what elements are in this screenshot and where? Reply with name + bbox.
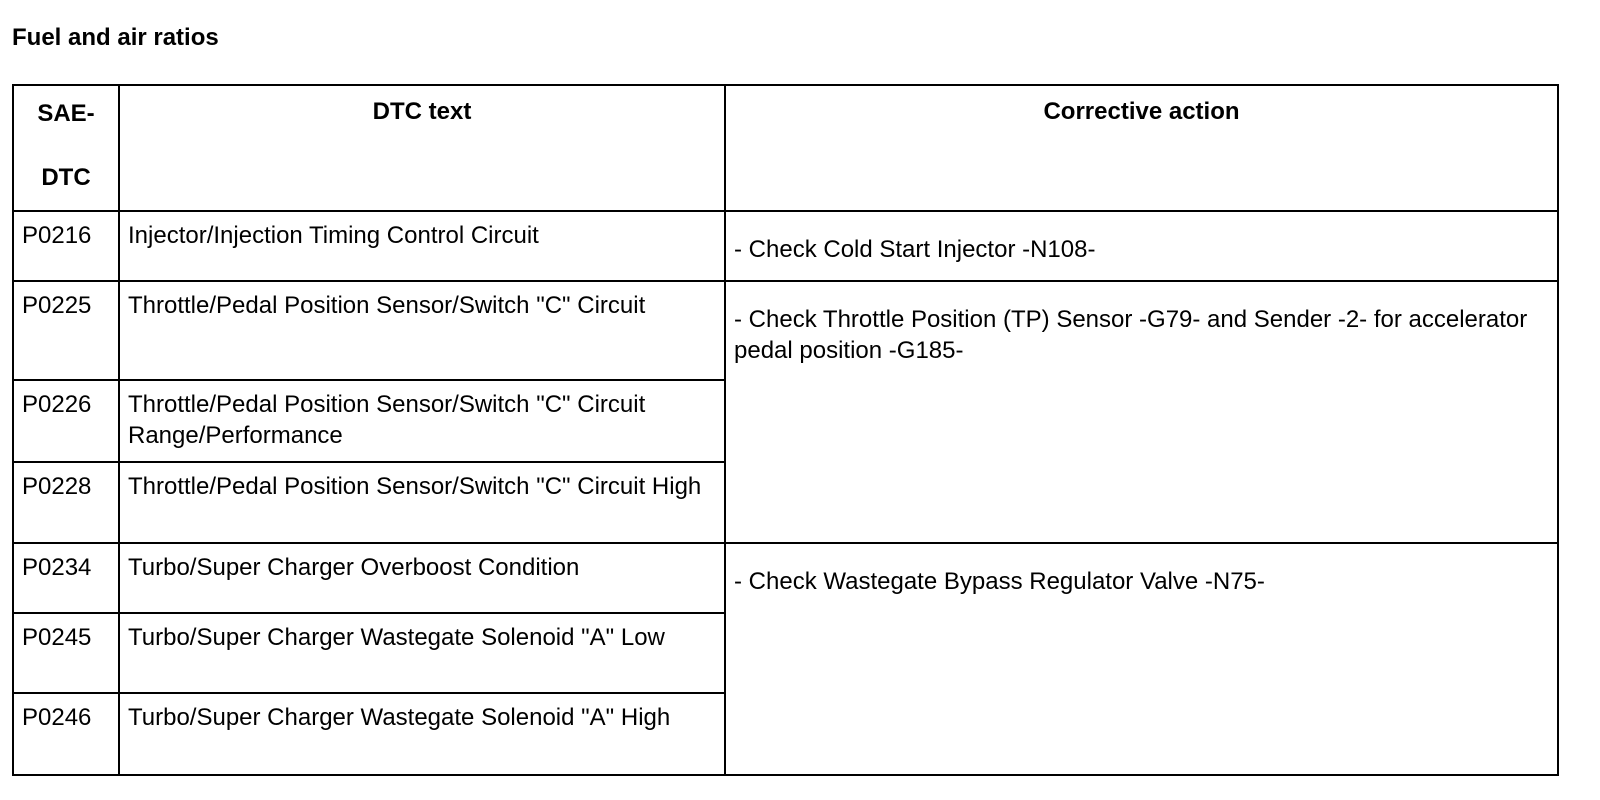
section-title: Fuel and air ratios: [12, 24, 219, 51]
corrective-action: - Check Wastegate Bypass Regulator Valve -N75-: [725, 543, 1558, 775]
header-sae-dtc: [13, 85, 119, 211]
table-row: [13, 543, 1558, 613]
dtc-code: P0226: [13, 380, 119, 462]
header-sae-dtc-line1: SAE-: [37, 100, 95, 127]
dtc-code: P0216: [13, 211, 119, 281]
corrective-action: - Check Cold Start Injector -N108-: [725, 211, 1558, 281]
dtc-text: Injector/Injection Timing Control Circuit: [119, 211, 725, 281]
corrective-action: - Check Throttle Position (TP) Sensor -G79- and Sender -2- for accelerator pedal position -G185-: [725, 281, 1558, 543]
dtc-text: Throttle/Pedal Position Sensor/Switch "C" Circuit Range/Performance: [119, 380, 725, 462]
table-row: [13, 211, 1558, 281]
table-row: [13, 281, 1558, 380]
dtc-code: P0245: [13, 613, 119, 693]
dtc-code: P0225: [13, 281, 119, 380]
dtc-text: Turbo/Super Charger Overboost Condition: [119, 543, 725, 613]
header-row: [13, 85, 1558, 211]
dtc-code: P0228: [13, 462, 119, 543]
dtc-text: Turbo/Super Charger Wastegate Solenoid "A" High: [119, 693, 725, 775]
dtc-table: [12, 84, 1559, 776]
dtc-text: Turbo/Super Charger Wastegate Solenoid "A" Low: [119, 613, 725, 693]
dtc-code: P0234: [13, 543, 119, 613]
header-dtc-text: DTC text: [119, 85, 725, 211]
header-corrective-action: Corrective action: [725, 85, 1558, 211]
dtc-code: P0246: [13, 693, 119, 775]
dtc-text: Throttle/Pedal Position Sensor/Switch "C" Circuit High: [119, 462, 725, 543]
header-sae-dtc-line2: DTC: [41, 164, 91, 191]
dtc-text: Throttle/Pedal Position Sensor/Switch "C" Circuit: [119, 281, 725, 380]
